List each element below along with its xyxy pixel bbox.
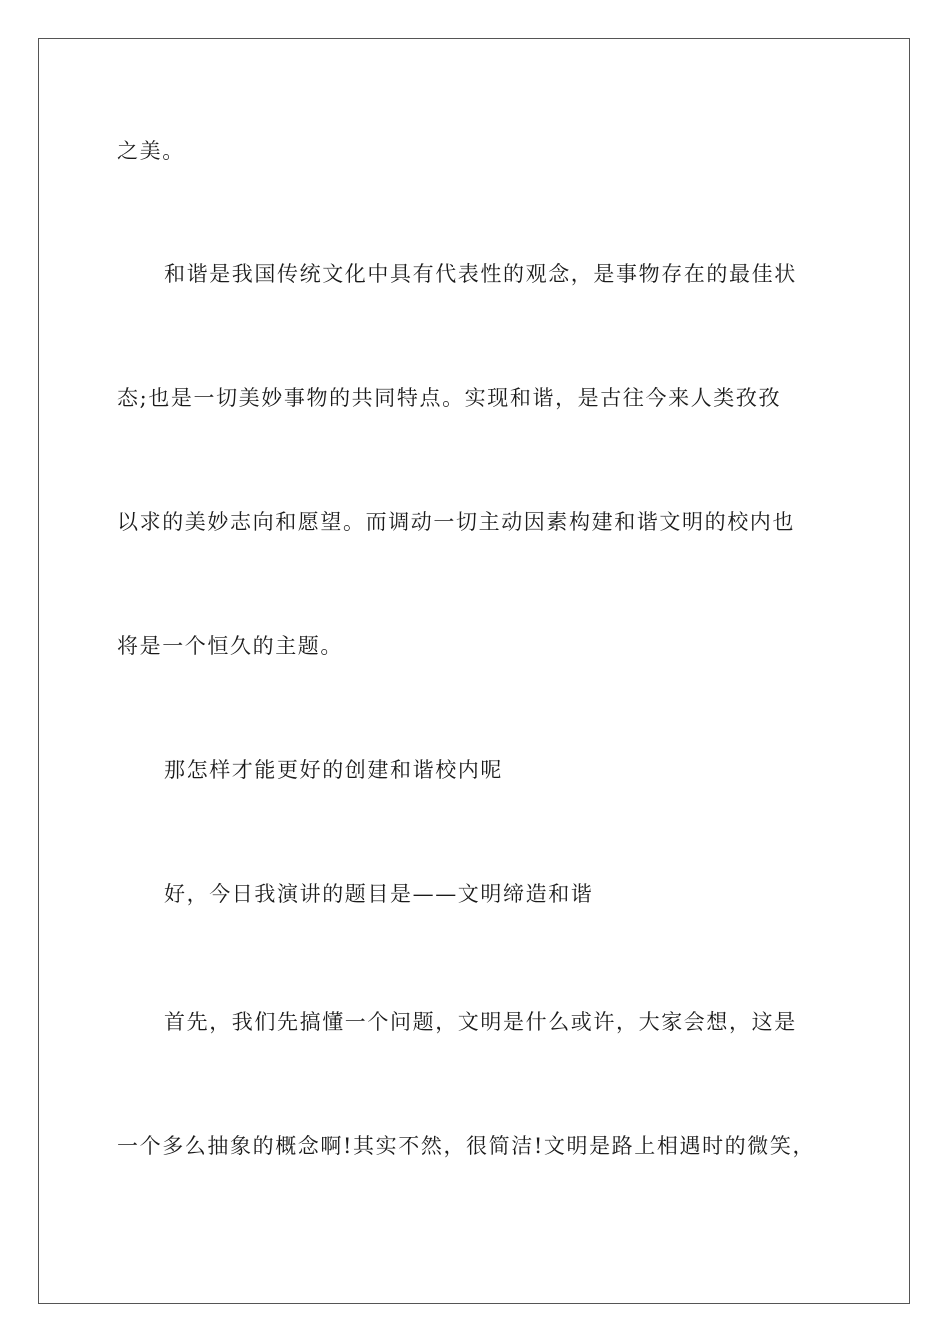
text-line-3: 态;也是一切美妙事物的共同特点。实现和谐，是古往今来人类孜孜 (117, 386, 782, 410)
text-line-4: 以求的美妙志向和愿望。而调动一切主动因素构建和谐文明的校内也 (117, 510, 795, 534)
text-line-1: 之美。 (117, 139, 185, 163)
text-line-8: 首先，我们先搞懂一个问题，文明是什么或许，大家会想，这是 (164, 1010, 797, 1034)
text-line-7: 好，今日我演讲的题目是——文明缔造和谐 (164, 882, 594, 906)
text-line-9: 一个多么抽象的概念啊!其实不然，很简洁!文明是路上相遇时的微笑， (117, 1134, 816, 1158)
text-line-5: 将是一个恒久的主题。 (117, 634, 343, 658)
text-line-2: 和谐是我国传统文化中具有代表性的观念，是事物存在的最佳状 (164, 262, 797, 286)
page-border (38, 38, 910, 1304)
text-line-6: 那怎样才能更好的创建和谐校内呢 (164, 758, 503, 782)
